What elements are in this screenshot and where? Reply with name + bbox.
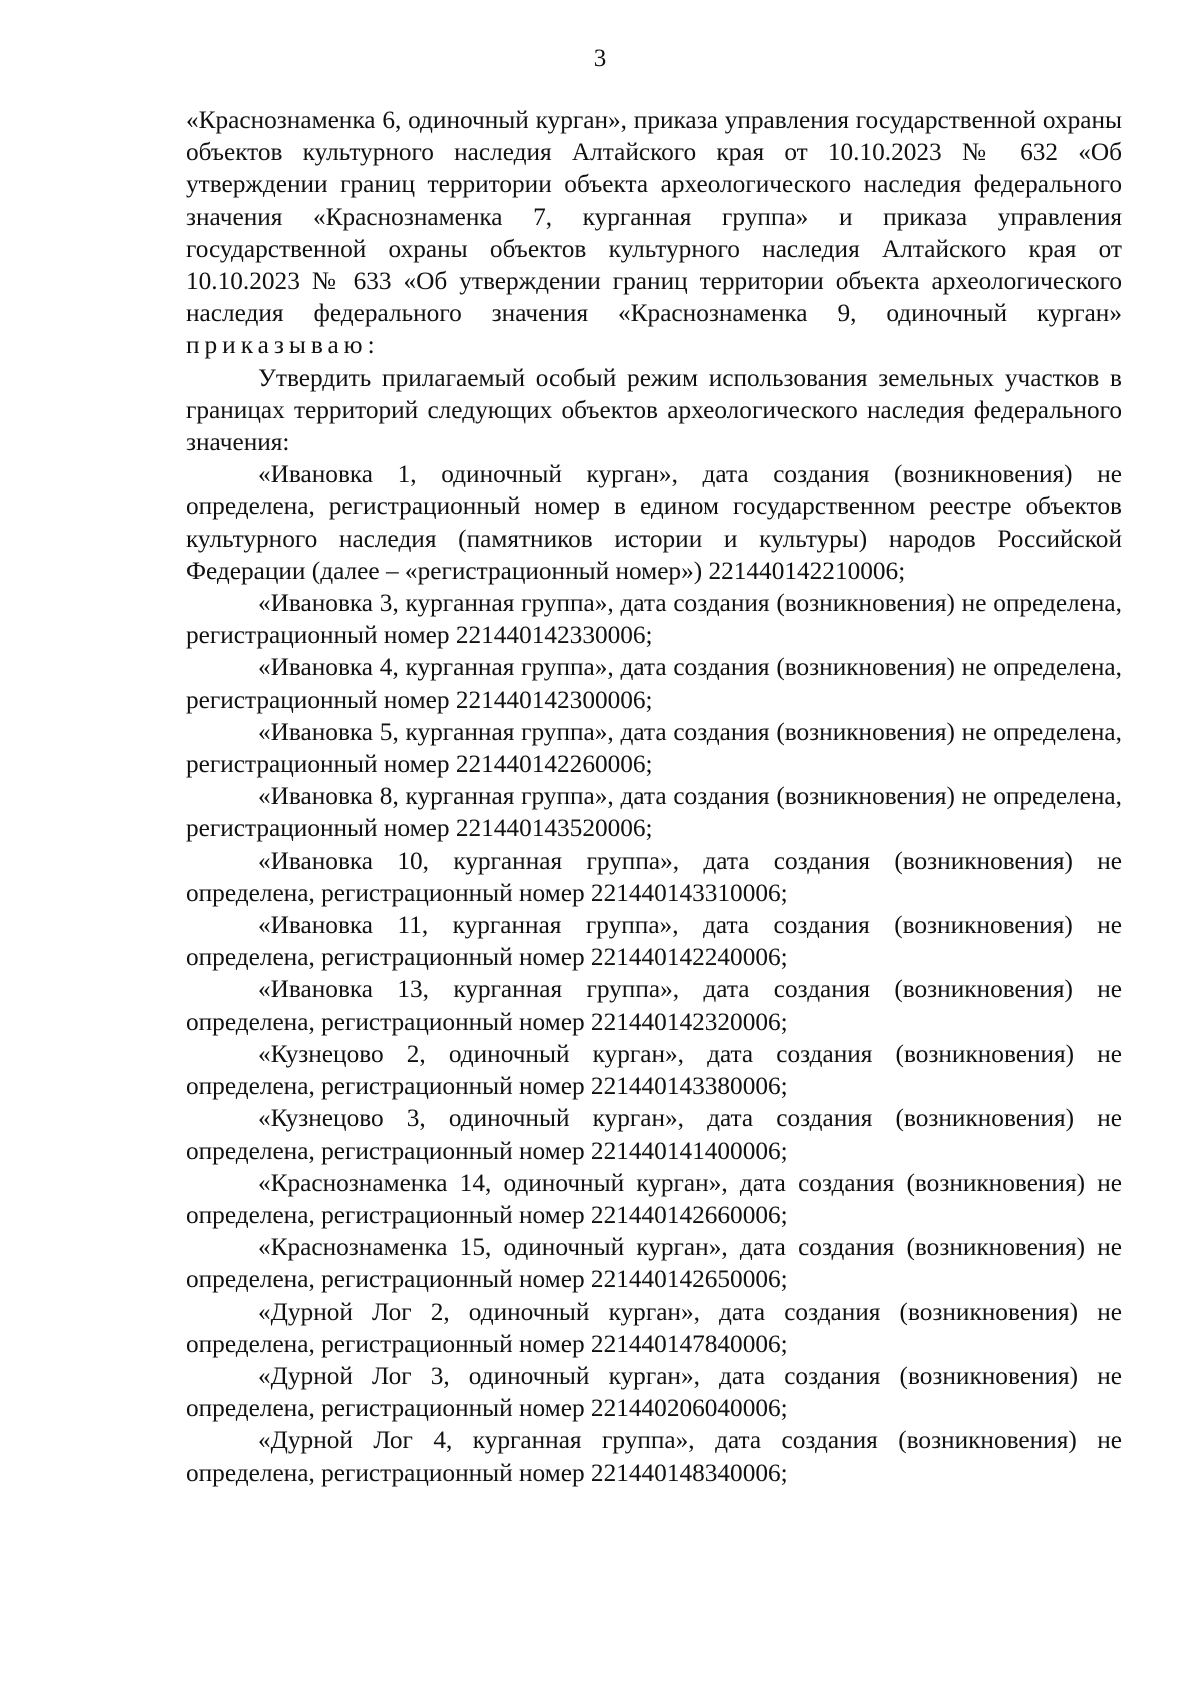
list-item: «Ивановка 5, курганная группа», дата создания (возникновения) не определена, регистрационный номер 221440142260006;: [186, 717, 1122, 779]
page-number: 3: [593, 45, 607, 72]
intro-text: «Краснознаменка 6, одиночный курган», приказа управления государственной охраны объектов культурного наследия Алтайского края от 10.10.2023 № 632 «Об утверждении границ территории объекта археологического наследия федерального значения «Краснознаменка 7, курганная группа» и приказа управления государственной охраны объектов культурного наследия Алтайского края от 10.10.2023 № 633 «Об утверждении границ территории объекта археологического наследия федерального значения «Краснознаменка 9, одиночный курган»: [186, 106, 1122, 328]
list-item: «Ивановка 13, курганная группа», дата создания (возникновения) не определена, регистрационный номер 221440142320006;: [186, 975, 1122, 1036]
list-item: «Ивановка 10, курганная группа», дата создания (возникновения) не определена, регистрационный номер 221440143310006;: [186, 846, 1122, 907]
intro-paragraph: [186, 104, 1122, 362]
list-item: «Ивановка 4, курганная группа», дата создания (возникновения) не определена, регистрационный номер 221440142300006;: [186, 653, 1122, 714]
list-item: «Кузнецово 3, одиночный курган», дата создания (возникновения) не определена, регистрационный номер 221440141400006;: [186, 1104, 1122, 1165]
document-body: [186, 104, 1122, 1489]
list-item: «Дурной Лог 2, одиночный курган», дата создания (возникновения) не определена, регистрационный номер 221440147840006;: [186, 1297, 1122, 1358]
list-item: «Ивановка 11, курганная группа», дата создания (возникновения) не определена, регистрационный номер 221440142240006;: [186, 911, 1122, 972]
list-item: «Краснознаменка 14, одиночный курган», дата создания (возникновения) не определена, регистрационный номер 221440142660006;: [186, 1168, 1122, 1229]
order-word: приказываю:: [186, 331, 380, 360]
decree-paragraph: Утвердить прилагаемый особый режим использования земельных участков в границах территорий следующих объектов археологического наследия федерального значения:: [186, 363, 1122, 457]
list-item: «Краснознаменка 15, одиночный курган», дата создания (возникновения) не определена, регистрационный номер 221440142650006;: [186, 1233, 1122, 1294]
list-item: «Дурной Лог 4, курганная группа», дата создания (возникновения) не определена, регистрационный номер 221440148340006;: [186, 1426, 1122, 1487]
list-item: «Дурной Лог 3, одиночный курган», дата создания (возникновения) не определена, регистрационный номер 221440206040006;: [186, 1361, 1122, 1423]
list-item: «Кузнецово 2, одиночный курган», дата создания (возникновения) не определена, регистрационный номер 221440143380006;: [186, 1039, 1122, 1101]
list-item: «Ивановка 1, одиночный курган», дата создания (возникновения) не определена, регистрационный номер в едином государственном реестре объектов культурного наследия (памятников истории и культуры) народов Российской Федерации (далее – «регистрационный номер») 221440142210006;: [186, 460, 1122, 585]
list-item: «Ивановка 8, курганная группа», дата создания (возникновения) не определена, регистрационный номер 221440143520006;: [186, 782, 1122, 843]
list-item: «Ивановка 3, курганная группа», дата создания (возникновения) не определена, регистрационный номер 221440142330006;: [186, 589, 1122, 650]
